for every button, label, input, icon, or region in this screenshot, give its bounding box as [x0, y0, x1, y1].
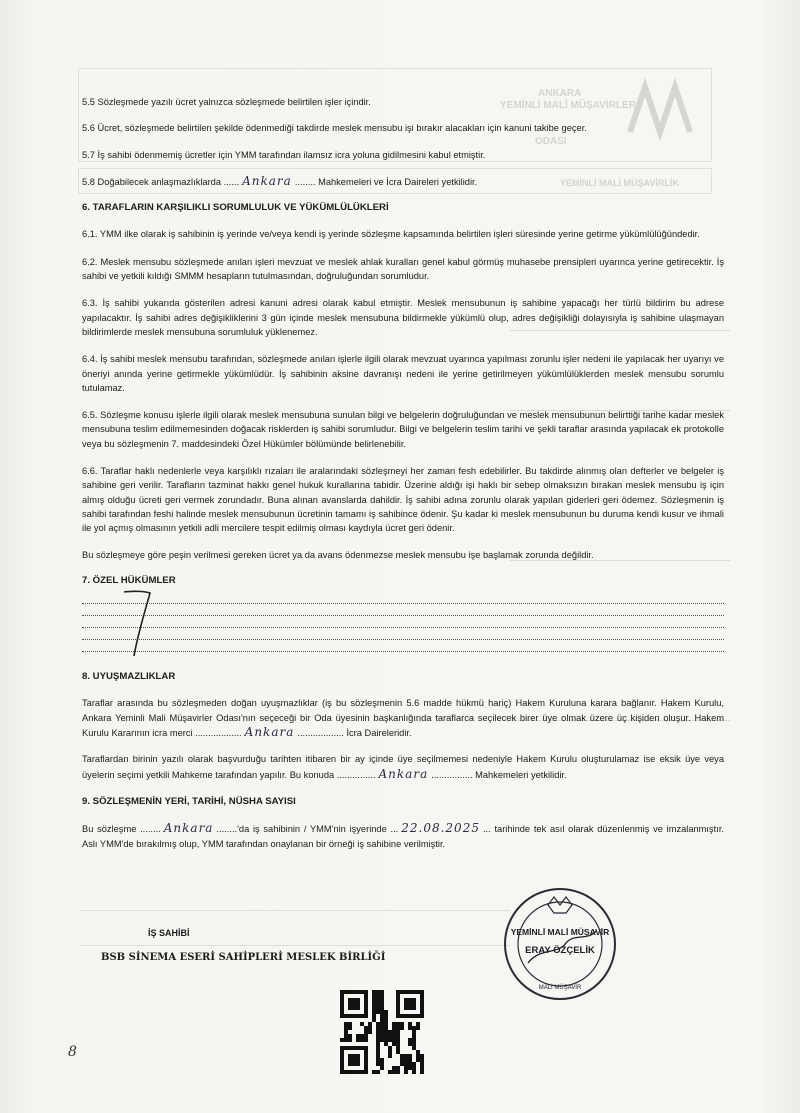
handwritten-city: Ankara — [378, 766, 429, 781]
section-6-heading: 6. TARAFLARIN KARŞILIKLI SORUMLULUK VE YÜKÜMLÜLÜKLERİ — [82, 202, 389, 214]
clause-5-6: 5.6 Ücret, sözleşmede belirtilen şekilde ödenmediği takdirde meslek mensubu işi bırakır alacakları için kanuni takibe geçer. — [82, 123, 587, 134]
stamp-bottom: MALİ MÜŞAVİR — [538, 985, 582, 991]
clause-5-5: 5.5 Sözleşmede yazılı ücret yalnızca sözleşmede belirtilen işler içindir. — [82, 97, 371, 107]
disputes-p2-end: ................ Mahkemeleri yetkilidir. — [431, 769, 567, 780]
handwritten-date: 22.08.2025 — [401, 821, 480, 836]
handwritten-strike-mark — [122, 588, 152, 658]
clause-5-8-before: 5.8 Doğabilecek anlaşmazlıklarda ...... — [82, 176, 240, 187]
disputes-p1-end: .................. İcra Daireleridir. — [297, 728, 412, 739]
advance-payment-note: Bu sözleşmeye göre peşin verilmesi gereken ücret ya da avans ödenmezse meslek mensubu işe başlamak zorunda değildir. — [82, 549, 594, 560]
disputes-p2-text: Taraflardan birinin yazılı olarak başvurduğu tarihten itibaren bir ay içinde üye seçilmemesi nedeniyle Hakem Kurulu oluşturulamaz ise eksik üye veya üyelerin seçimi yetkili Mahkeme tarafından yapılır. Bu konuda ............... — [82, 754, 724, 780]
section-7-heading: 7. ÖZEL HÜKÜMLER — [82, 574, 176, 586]
section-9-heading: 9. SÖZLEŞMENİN YERİ, TARİHİ, NÜSHA SAYISI — [82, 795, 296, 807]
clause-6-2: 6.2. Meslek mensubu sözleşmede anılan işleri mevzuat ve meslek ahlak kuralları genel kabul görmüş muhasebe prensipleri uyarınca yerine getirecektir. İş sahibi ve yetkili kıldığı SMMM hesapların tutulmasından, doğruluğundan sorumludur. — [82, 256, 724, 282]
special-provisions-lines — [82, 592, 724, 660]
ghost-text: YEMİNLİ MALİ MÜŞAVİRLİK — [560, 178, 679, 188]
ghost-line — [80, 910, 510, 911]
clause-6-3: 6.3. İş sahibi yukarıda gösterilen adresi kanuni adresi olarak kabul etmiştir. Meslek mensubunun iş sahibine yapacağı her türlü bildirim bu adrese yapılacaktır. İş sahibi adres değişikliklerini 3 gün içinde meslek mensubuna bildirmekle yükümlü olup, adres değişikliği dolayısıyla iş sahibine ulaşmayan bildirimlerde meslek mensubuna sorumluluk yüklenemez. — [82, 298, 724, 337]
disputes-paragraph-1 — [82, 696, 724, 740]
dotted-line — [82, 628, 724, 640]
section-8-heading: 8. UYUŞMAZLIKLAR — [82, 671, 176, 683]
ghost-text: YEMİNLİ MALİ MÜŞAVİRLER — [500, 100, 636, 111]
ghost-text: ANKARA — [538, 88, 582, 99]
signature-label: İŞ SAHİBİ — [148, 928, 190, 938]
handwritten-city: Ankara — [163, 821, 214, 836]
stamp-name: ERAY ÖZÇELİK — [525, 945, 595, 956]
document-body — [82, 95, 724, 851]
ghost-line — [80, 945, 510, 946]
dotted-line — [82, 604, 724, 616]
page-number-mark: 8 — [68, 1044, 77, 1060]
place-date-mid: ........'da iş sahibinin / YMM'nin işyerinde ... — [216, 824, 399, 835]
dotted-line — [82, 592, 724, 604]
place-date-text: Bu sözleşme ........ — [82, 824, 161, 835]
official-stamp — [500, 885, 620, 1003]
clause-6-6: 6.6. Taraflar haklı nedenlerle veya karşılıklı rızaları ile aralarındaki sözleşmeyi her zaman fesh edebilirler. Bu takdirde alınmış olan defterler ve belgeler iş sahibine geri verilir. Tarafların tazminat hakkı genel hukuk kurallarına tabidir. Üzerine aldığı işi haklı bir sebep olmaksızın bırakan meslek mensubu iş için almış olduğu ücreti geri vermek zorundadır. Buna alınan avanslarda dahildir. İş sahibi adına zorunlu olarak yapılan giderleri geri ödemez. Sözleşmenin iş sahibi tarafından feshi halinde meslek mensubunun ücretinin tamamı iş sahibince ödenir. Şu kadar ki meslek mensubunun bu duruma kendi kusur ve ihmali ile yol açmış olmasının yetkili adli mercilere tespit edilmiş olması kaydıyla ücret geri ödenir. — [82, 466, 724, 534]
stamp-title: YEMİNLİ MALİ MÜŞAVİR — [510, 927, 610, 937]
dotted-line — [82, 640, 724, 652]
clause-5-8 — [82, 174, 724, 189]
handwritten-city: Ankara — [244, 725, 295, 740]
clause-5-7: 5.7 İş sahibi ödenmemiş ücretler için YMM tarafından ilamsız icra yoluna gidilmesini kabul etmiştir. — [82, 149, 486, 160]
clause-6-1: 6.1. YMM ilke olarak iş sahibinin iş yerinde ve/veya kendi iş yerinde sözleşme kapsamında belirtilen işleri süresinde yerine getirme yükümlülüğündedir. — [82, 229, 700, 240]
clause-6-4: 6.4. İş sahibi meslek mensubu tarafından, sözleşmede anılan işlerle ilgili olarak mevzuat uyarınca yapılması zorunlu işler nedeni ile yapılacak her uyarıyı ve öneriyi anında yerine getirmekle yükümlüdür. İş sahibinin aksine davranışı nedeni ile yerine getirilmeyen yükümlülüklerden meslek mensubu sorumlu tutulamaz. — [82, 354, 724, 393]
party-name: BSB SİNEMA ESERİ SAHİPLERİ MESLEK BİRLİĞİ — [101, 952, 386, 963]
place-date-end: ... tarihinde tek asıl olarak düzenlenmiş ve imzalanmıştır. Aslı YMM'de bırakılmış olup, YMM tarafından onaylanan bir örneği iş sahibine verilmiştir. — [82, 824, 724, 849]
handwritten-city: Ankara — [242, 173, 292, 188]
qr-code — [340, 990, 424, 1074]
place-date-paragraph — [82, 821, 724, 851]
clause-5-8-after: ........ Mahkemeleri ve İcra Daireleri yetkilidir. — [294, 176, 478, 187]
ghost-text: ODASI — [535, 136, 567, 147]
dotted-line — [82, 616, 724, 628]
disputes-p1-text: Taraflar arasında bu sözleşmeden doğan uyuşmazlıklar (iş bu sözleşmenin 5.6 madde hükmü hariç) Hakem Kuruluna karara bağlanır. Hakem Kurulu, Ankara Yeminli Mali Müşavirler Odası'nın seçeceği bir Oda üyesinin başkanlığında taraflarca seçilecek birer üye olmak üzere üç kişiden oluşur. Hakem Kurulu Kararının icra merci .................. — [82, 698, 724, 739]
clause-6-5: 6.5. Sözleşme konusu işlerle ilgili olarak meslek mensubuna sunulan bilgi ve belgelerin doğruluğundan ve meslek mensubunun belirttiği tarihe kadar meslek mensubuna teslim edilmemesinden doğacak risklerden iş sahibi sorumludur. Bilgi ve belgelerin teslim tarihi ve şekli taraflar arasında yapılacak ek protokolle veya bu sözleşmenin 7. maddesindeki Özel Hükümler bölümünde belirlenebilir. — [82, 410, 724, 449]
disputes-paragraph-2 — [82, 752, 724, 782]
